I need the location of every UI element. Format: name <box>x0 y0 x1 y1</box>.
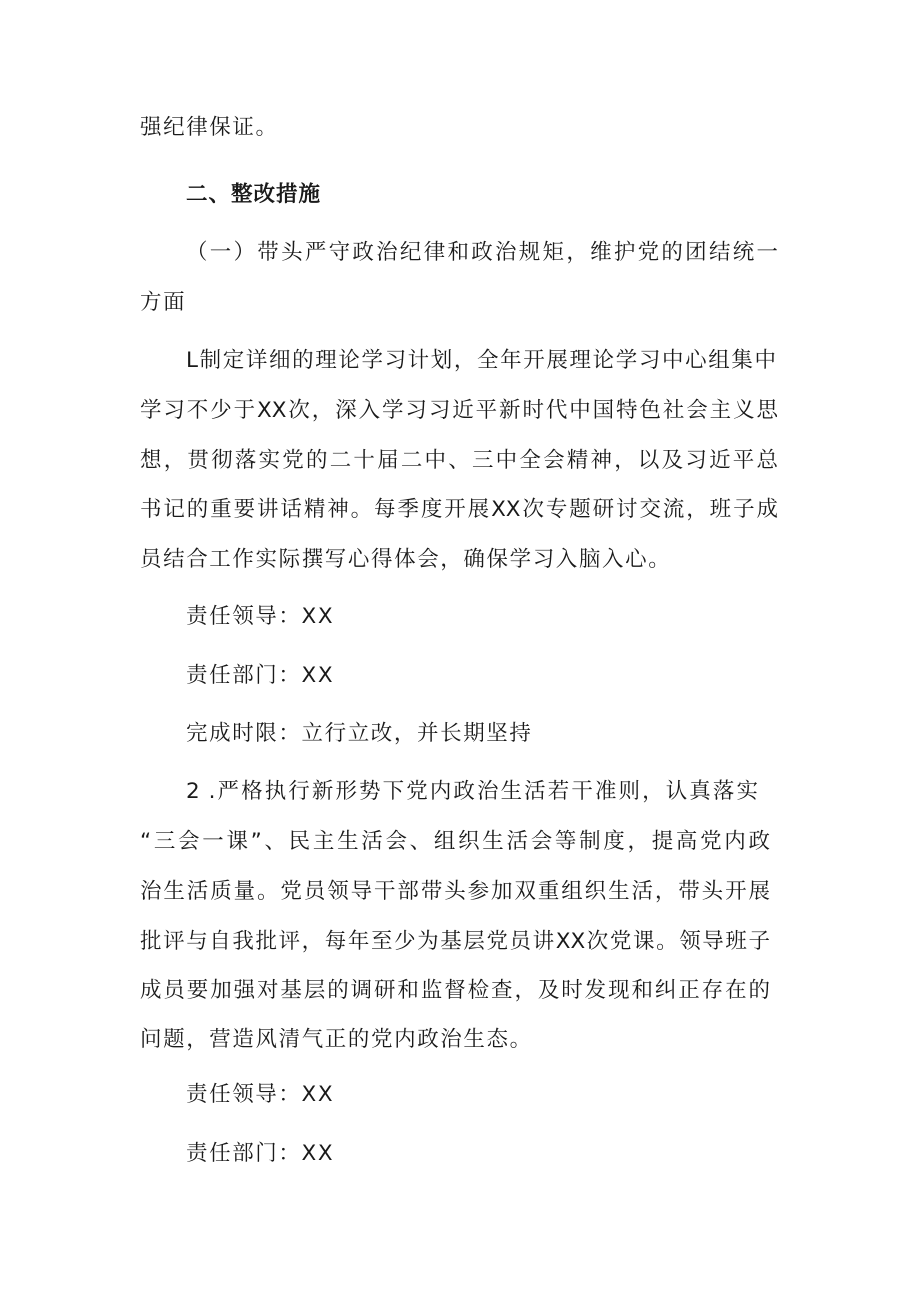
responsible-leader: 责任领导：XX <box>186 604 335 629</box>
paragraph-line: 书记的重要讲话精神。每季度开展XX次专题研讨交流，班子成 <box>140 497 778 522</box>
paragraph-line: 想，贯彻落实党的二十届二中、三中全会精神，以及习近平总 <box>140 448 778 473</box>
paragraph-line: “三会一课”、民主生活会、组织生活会等制度，提高党内政 <box>140 829 770 854</box>
paragraph-line: L制定详细的理论学习计划，全年开展理论学习中心组集中 <box>186 348 776 373</box>
subsection-heading-line: 方面 <box>140 290 187 315</box>
subsection-heading-line: （一）带头严守政治纪律和政治规矩，维护党的团结统一 <box>186 240 778 265</box>
paragraph-line: 问题，营造风清气正的党内政治生态。 <box>140 1027 533 1052</box>
paragraph-line: 成员要加强对基层的调研和监督检查，及时发现和纠正存在的 <box>140 978 770 1003</box>
paragraph-line: 学习不少于XX次，深入学习习近平新时代中国特色社会主义思 <box>140 398 778 423</box>
paragraph-line: 批评与自我批评，每年至少为基层党员讲XX次党课。领导班子 <box>140 929 770 954</box>
paragraph-line: 2 .严格执行新形势下党内政治生活若干准则，认真落实 <box>186 779 758 804</box>
paragraph-line: 强纪律保证。 <box>140 115 279 140</box>
completion-deadline: 完成时限：立行立改，并长期坚持 <box>186 721 533 746</box>
responsible-department: 责任部门：XX <box>186 1141 335 1166</box>
section-heading: 二、整改措施 <box>186 182 322 207</box>
paragraph-line: 治生活质量。党员领导干部带头参加双重组织生活，带头开展 <box>140 879 770 904</box>
responsible-department: 责任部门：XX <box>186 663 335 688</box>
responsible-leader: 责任领导：XX <box>186 1082 335 1107</box>
paragraph-line: 员结合工作实际撰写心得体会，确保学习入脑入心。 <box>140 547 672 572</box>
